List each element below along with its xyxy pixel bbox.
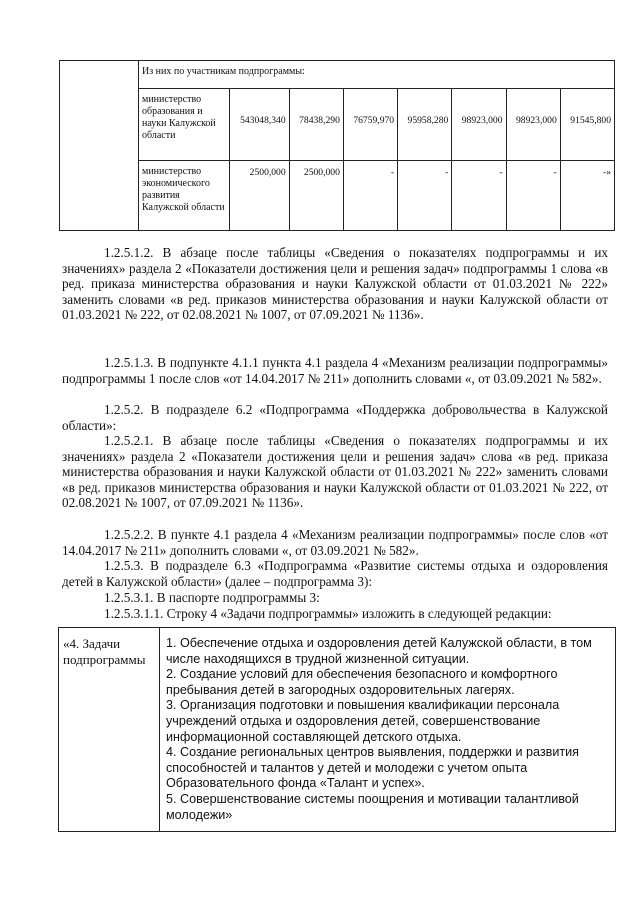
value-cell: 91545,800	[560, 89, 614, 161]
participant-label: министерство экономического развития Калужской области	[139, 161, 230, 231]
value-cell: 78438,290	[289, 89, 343, 161]
paragraph-1-2-5-1-3: 1.2.5.1.3. В подпункте 4.1.1 пункта 4.1 раздела 4 «Механизм реализации подпрограммы» подпрограммы 1 после слов «от 14.04.2017 № 211» дополнить словами «, от 03.09.2021 № 582».	[62, 355, 608, 386]
paragraph-1-2-5-2-1: 1.2.5.2.1. В абзаце после таблицы «Сведения о показателях подпрограммы и их значениях» раздела 2 «Показатели достижения цели и решения задач» слова «в ред. приказа министерства образования и науки Калужской области от 01.03.2021 № 222» заменить словами «в ред. приказов министерства образования и науки Калужской области от 01.03.2021 № 222, от 02.08.2021 № 1007, от 07.09.2021 № 1136».	[62, 433, 608, 511]
tasks-label: «4. Задачи подпрограммы	[59, 628, 160, 832]
value-cell: 2500,000	[289, 161, 343, 231]
value-cell: -	[506, 161, 560, 231]
tasks-content	[160, 628, 616, 832]
value-cell: 98923,000	[506, 89, 560, 161]
list-item: 4. Создание региональных центров выявления, поддержки и развития способностей и талантов у детей и молодежи с учетом опыта Образовательного фонда «Талант и успех».	[166, 745, 579, 791]
value-cell: -»	[560, 161, 614, 231]
value-cell: 95958,280	[398, 89, 452, 161]
table-row	[59, 628, 616, 832]
participants-header: Из них по участникам подпрограммы:	[139, 61, 615, 89]
participant-label: министерство образования и науки Калужской области	[139, 89, 230, 161]
funding-table	[59, 60, 615, 231]
paragraph-1-2-5-1-2: 1.2.5.1.2. В абзаце после таблицы «Сведения о показателях подпрограммы и их значениях» раздела 2 «Показатели достижения цели и решения задач» подпрограммы 1 слова «в ред. приказа министерства образования и науки Калужской области от 01.03.2021 № 222» заменить словами «в ред. приказов министерства образования и науки Калужской области от 01.03.2021 № 222, от 02.08.2021 № 1007, от 07.09.2021 № 1136».	[62, 245, 608, 323]
paragraph-1-2-5-3-1: 1.2.5.3.1. В паспорте подпрограммы 3:	[104, 590, 320, 605]
value-cell: 543048,340	[230, 89, 290, 161]
paragraph-1-2-5-2-2: 1.2.5.2.2. В пункте 4.1 раздела 4 «Механизм реализации подпрограммы» после слов «от 14.04.2017 № 211» дополнить словами «, от 03.09.2021 № 582».	[62, 527, 608, 558]
table-row	[60, 89, 615, 161]
value-cell: -	[343, 161, 397, 231]
empty-cell	[60, 61, 139, 231]
value-cell: 2500,000	[230, 161, 290, 231]
tasks-table	[58, 627, 616, 832]
list-item: 5. Совершенствование системы поощрения и мотивации талантливой молодежи»	[166, 791, 579, 822]
list-item: 2. Создание условий для обеспечения безопасного и комфортного пребывания детей в загородных оздоровительных лагерях.	[166, 667, 558, 697]
value-cell: 98923,000	[452, 89, 506, 161]
list-item: 3. Организация подготовки и повышения квалификации персонала учреждений отдыха и оздоровления детей, совершенствование информационной составляющей детского отдыха.	[166, 698, 560, 744]
list-item: 1. Обеспечение отдыха и оздоровления детей Калужской области, в том числе находящихся в трудной жизненной ситуации.	[166, 636, 592, 666]
paragraph-1-2-5-3: 1.2.5.3. В подразделе 6.3 «Подпрограмма «Развитие системы отдыха и оздоровления детей в Калужской области» (далее – подпрограмма 3):	[62, 558, 608, 589]
value-cell: -	[398, 161, 452, 231]
paragraph-1-2-5-3-1-1: 1.2.5.3.1.1. Строку 4 «Задачи подпрограммы» изложить в следующей редакции:	[104, 606, 552, 621]
paragraph-1-2-5-2: 1.2.5.2. В подразделе 6.2 «Подпрограмма «Поддержка добровольчества в Калужской области»:	[62, 402, 608, 433]
table-header-row	[60, 61, 615, 89]
table-row	[60, 161, 615, 231]
value-cell: 76759,970	[343, 89, 397, 161]
value-cell: -	[452, 161, 506, 231]
